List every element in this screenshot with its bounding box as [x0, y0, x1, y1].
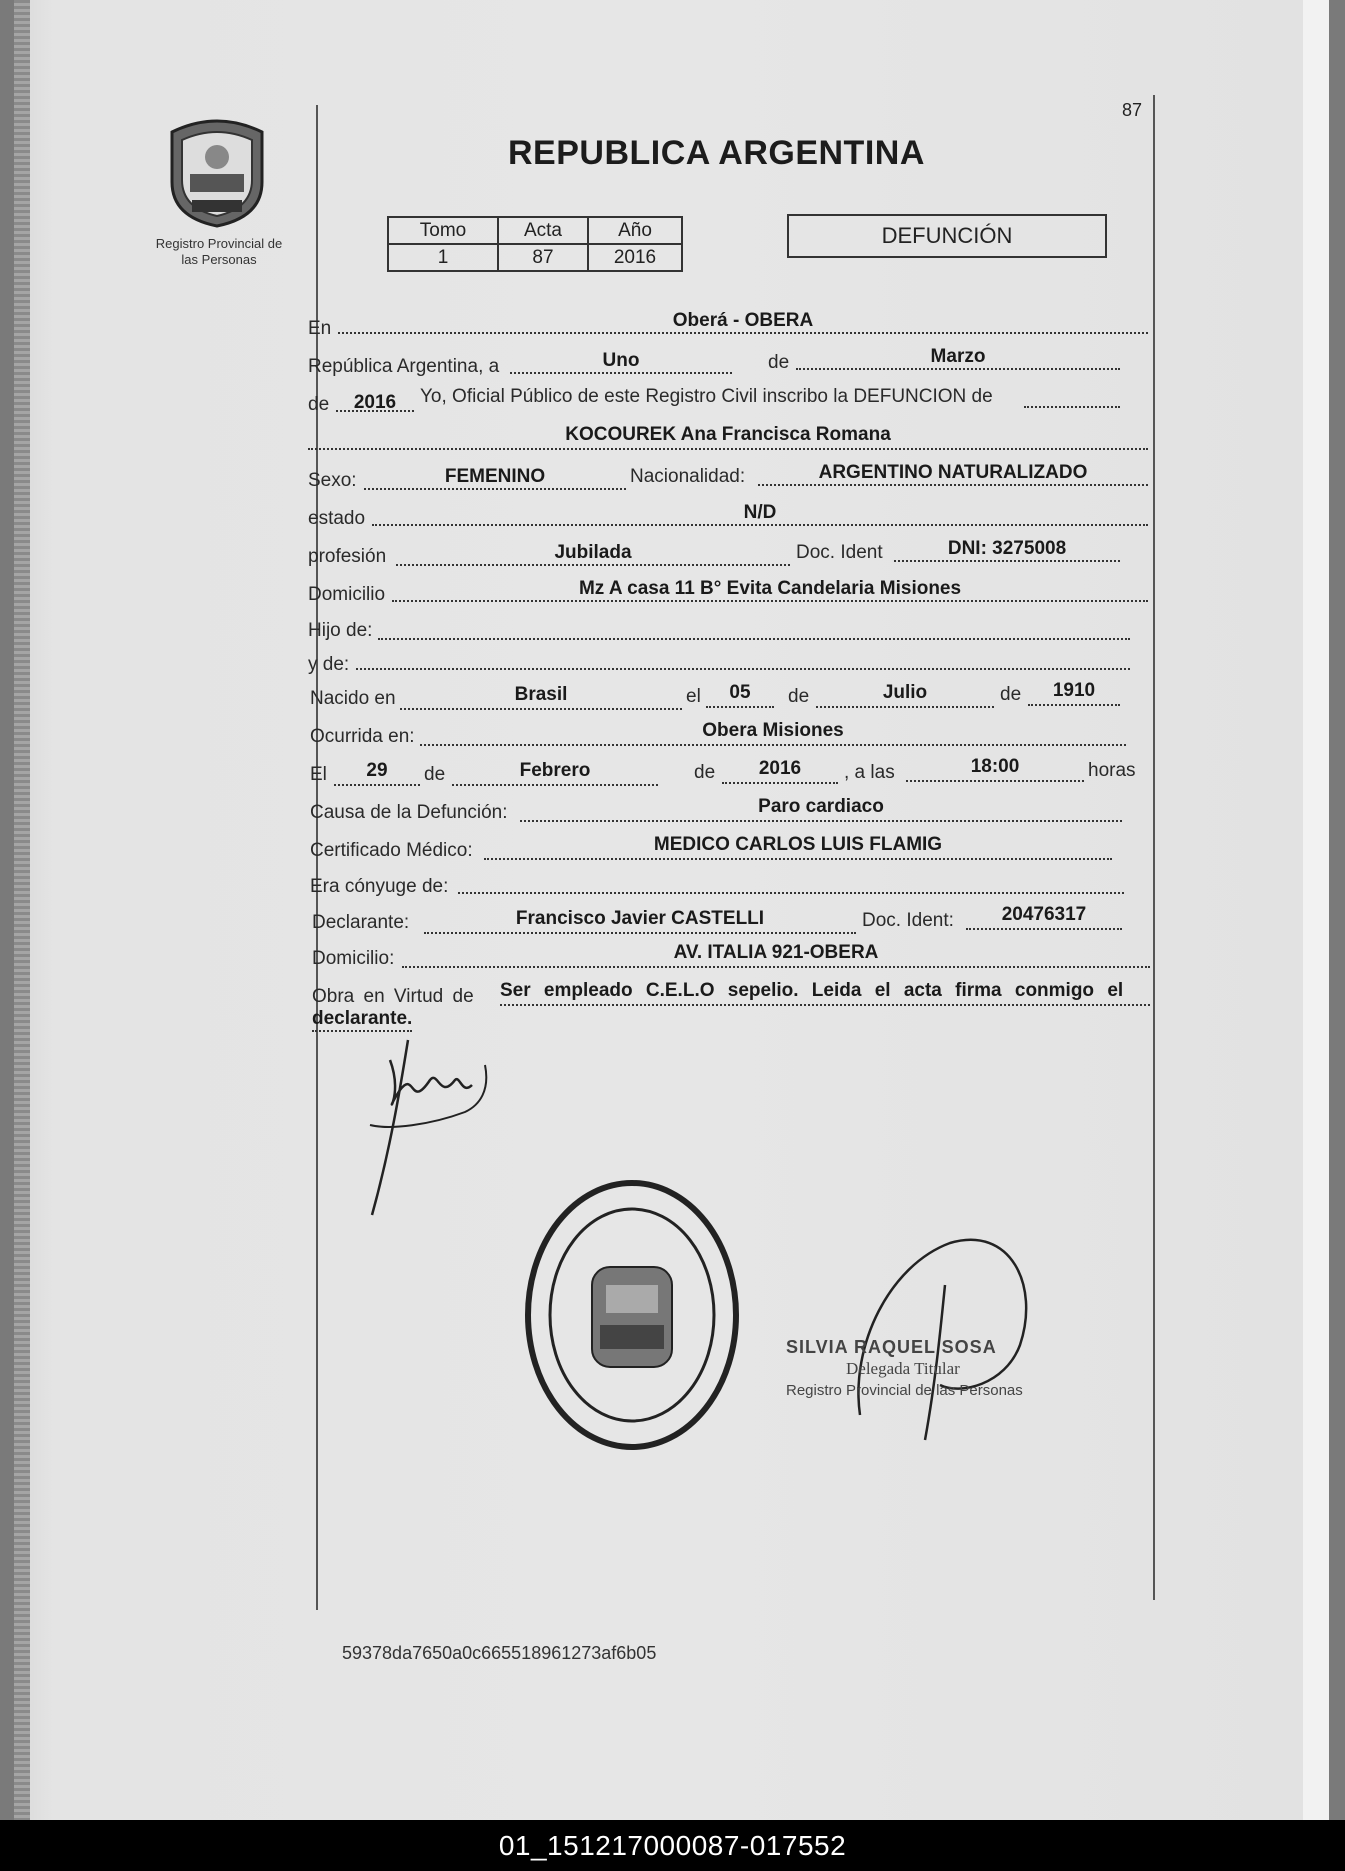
right-margin-line	[1153, 95, 1155, 1600]
dia-value: Uno	[602, 350, 640, 371]
domicilio2-value: AV. ITALIA 921-OBERA	[673, 942, 879, 963]
table-value-row	[388, 244, 682, 271]
domicilio-value: Mz A casa 11 B° Evita Candelaria Misiones	[578, 578, 962, 599]
yo-text: Yo, Oficial Público de este Registro Civil inscribo la DEFUNCION de	[420, 386, 993, 407]
registry-caption-line2: las Personas	[181, 252, 257, 267]
official-role: Delegada Titular	[846, 1359, 960, 1378]
de5-label: de	[424, 764, 446, 785]
nac-anio-line	[1028, 704, 1120, 706]
declarant-signature	[360, 1030, 530, 1220]
value-anio: 2016	[588, 244, 682, 271]
page-number: 87	[1122, 100, 1143, 120]
obra-value-2: declarante.	[312, 1008, 413, 1029]
en-line	[338, 332, 1148, 334]
def-mes-line	[452, 784, 658, 786]
profesion-line	[396, 564, 790, 566]
official-name: SILVIA RAQUEL SOSA	[786, 1337, 997, 1357]
docident2-label: Doc. Ident:	[862, 910, 954, 931]
certificado-line	[484, 858, 1112, 860]
en-value: Oberá - OBERA	[672, 310, 814, 331]
nac-mes-value: Julio	[882, 682, 928, 703]
header-acta: Acta	[498, 217, 588, 244]
yde-label: y de:	[308, 654, 350, 675]
declarante-value: Francisco Javier CASTELLI	[515, 908, 765, 929]
official-org: Registro Provincial de las Personas	[786, 1382, 1023, 1399]
de2-label: de	[308, 394, 330, 415]
nacido-value: Brasil	[514, 684, 568, 705]
docident-value: DNI: 3275008	[947, 538, 1067, 559]
domicilio-line	[392, 600, 1148, 602]
official-signature	[840, 1225, 1040, 1445]
ocurrida-line	[420, 744, 1126, 746]
nac-anio-value: 1910	[1052, 680, 1096, 701]
en-label: En	[308, 318, 332, 339]
hijo-line	[378, 638, 1130, 640]
def-mes-value: Febrero	[519, 760, 591, 781]
certificado-value: MEDICO CARLOS LUIS FLAMIG	[653, 834, 943, 855]
def-anio-line	[722, 782, 838, 784]
header-anio: Año	[588, 217, 682, 244]
def-dia-line	[334, 784, 420, 786]
causa-value: Paro cardiaco	[758, 796, 884, 817]
nacido-label: Nacido en	[310, 688, 396, 709]
yo-line	[1024, 406, 1120, 408]
conyuge-label: Era cónyuge de:	[310, 876, 449, 897]
hora-value: 18:00	[970, 756, 1020, 777]
province-logo	[162, 112, 272, 228]
nacionalidad-value: ARGENTINO NATURALIZADO	[818, 462, 1088, 483]
mes-line	[796, 368, 1120, 370]
value-tomo: 1	[388, 244, 498, 271]
domicilio2-line	[402, 966, 1150, 968]
de4-label: de	[1000, 684, 1022, 705]
profesion-value: Jubilada	[554, 542, 632, 563]
ocurrida-label: Ocurrida en:	[310, 726, 415, 747]
causa-label: Causa de la Defunción:	[310, 802, 508, 823]
nacionalidad-line	[758, 484, 1148, 486]
nacido-line	[400, 708, 682, 710]
republica-label: República Argentina, a	[308, 356, 500, 377]
alas-label: , a las	[844, 762, 895, 783]
docident2-line	[966, 928, 1122, 930]
sexo-value: FEMENINO	[444, 466, 546, 487]
def-dia-value: 29	[366, 760, 388, 781]
de6-label: de	[694, 762, 716, 783]
hijo-label: Hijo de:	[308, 620, 373, 641]
declarante-label: Declarante:	[312, 912, 410, 933]
tomo-acta-anio-table	[387, 216, 683, 272]
nacionalidad-label: Nacionalidad:	[630, 466, 746, 487]
obra-line	[500, 1004, 1150, 1006]
anio-value: 2016	[353, 392, 397, 413]
el2-label: El	[310, 764, 327, 785]
sexo-line	[364, 488, 626, 490]
domicilio2-label: Domicilio:	[312, 948, 395, 969]
def-anio-value: 2016	[758, 758, 802, 779]
registry-caption	[146, 236, 292, 268]
docident-label: Doc. Ident	[796, 542, 883, 563]
deceased-name: KOCOUREK Ana Francisca Romana	[565, 424, 891, 445]
docident-line	[894, 560, 1120, 562]
causa-line	[520, 820, 1122, 822]
el-label: el	[686, 686, 701, 707]
mes-value: Marzo	[930, 346, 986, 367]
table-header-row	[388, 217, 682, 244]
value-acta: 87	[498, 244, 588, 271]
document-hash: 59378da7650a0c665518961273af6b05	[342, 1643, 657, 1663]
registry-caption-line1: Registro Provincial de	[155, 236, 283, 251]
header-tomo: Tomo	[388, 217, 498, 244]
domicilio-label: Domicilio	[308, 584, 386, 605]
estado-line	[372, 524, 1148, 526]
obra-label: Obra en Virtud de	[312, 986, 474, 1007]
sexo-label: Sexo:	[308, 470, 357, 491]
obra-value: Ser empleado C.E.L.O sepelio. Leida el acta firma conmigo el	[500, 980, 1124, 1001]
page-edge	[1303, 0, 1329, 1820]
estado-label: estado	[308, 508, 366, 529]
document-type-box: DEFUNCIÓN	[787, 214, 1107, 258]
scan-footer-id: 01_151217000087-017552	[0, 1820, 1345, 1871]
ocurrida-value: Obera Misiones	[702, 720, 844, 741]
horas-label: horas	[1088, 760, 1136, 781]
nac-dia-value: 05	[729, 682, 751, 703]
official-block	[786, 1336, 1023, 1402]
nac-dia-line	[706, 706, 774, 708]
certificado-label: Certificado Médico:	[310, 840, 473, 861]
page-title: REPUBLICA ARGENTINA	[508, 134, 925, 172]
conyuge-line	[458, 892, 1124, 894]
official-stamp	[520, 1175, 745, 1455]
hora-line	[906, 780, 1084, 782]
nac-mes-line	[816, 706, 994, 708]
profesion-label: profesión	[308, 546, 387, 567]
declarante-line	[424, 932, 856, 934]
yde-line	[356, 668, 1130, 670]
dia-line	[510, 372, 732, 374]
de-label: de	[768, 352, 790, 373]
de3-label: de	[788, 686, 810, 707]
estado-value: N/D	[743, 502, 777, 523]
docident2-value: 20476317	[1001, 904, 1087, 925]
binding-edge	[14, 0, 30, 1820]
nombre-line	[308, 448, 1148, 450]
